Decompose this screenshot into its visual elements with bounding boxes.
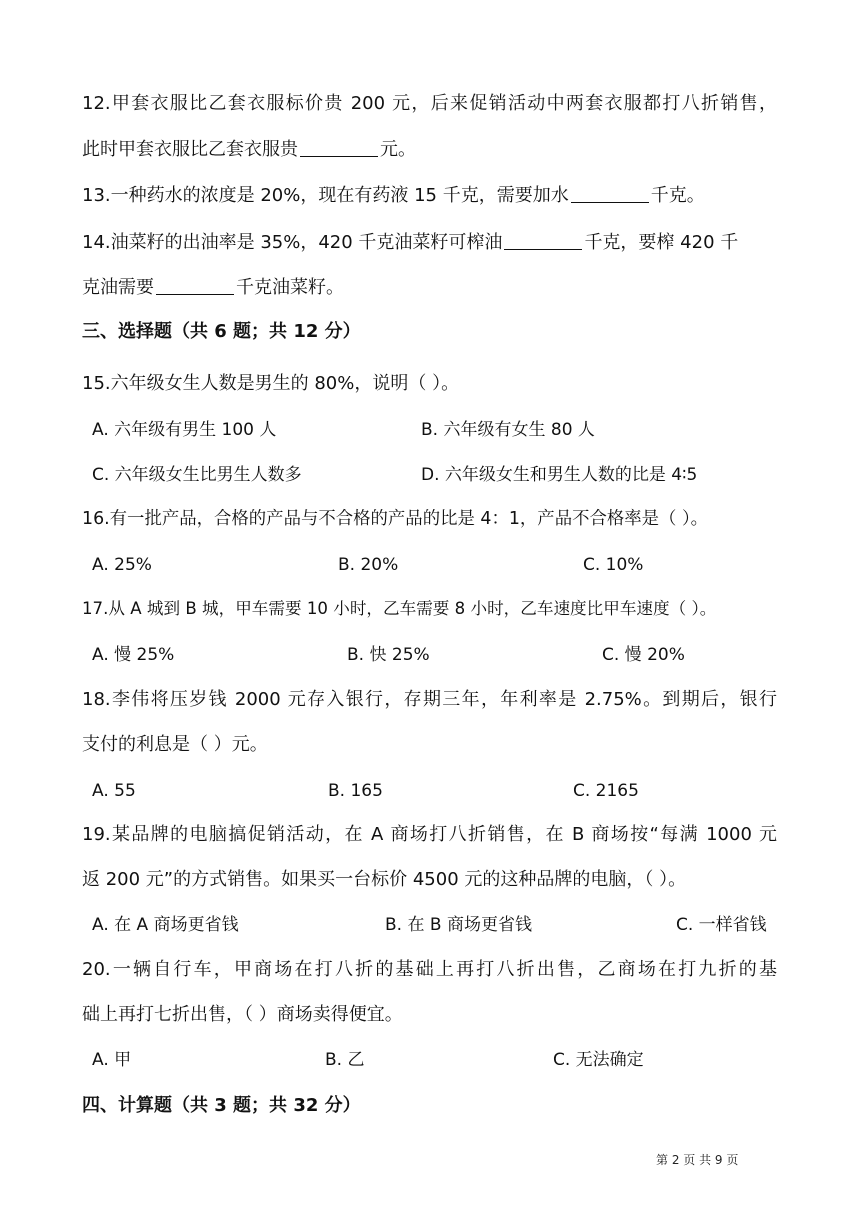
q14-text2: 克油需要 xyxy=(82,277,154,298)
q18-line1: 18.李伟将压岁钱 2000 元存入银行，存期三年，年利率是 2.75%。到期后，银行 xyxy=(82,689,777,710)
q12-line2 xyxy=(82,138,416,162)
q18-option-a[interactable]: A. 55 xyxy=(92,781,136,801)
q12-answer-blank[interactable] xyxy=(300,138,378,157)
section-4-title: 四、计算题（共 3 题；共 32 分） xyxy=(82,1095,361,1116)
q16-stem: 16.有一批产品，合格的产品与不合格的产品的比是 4：1，产品不合格率是（ ）。 xyxy=(82,509,709,529)
q13-answer-blank[interactable] xyxy=(571,184,649,203)
q13-end: 千克。 xyxy=(650,185,705,206)
q13-line xyxy=(82,184,705,208)
q17-stem: 17.从 A 城到 B 城，甲车需要 10 小时，乙车需要 8 小时，乙车速度比甲车速度（ ）。 xyxy=(82,599,717,618)
q16-option-b[interactable]: B. 20% xyxy=(338,555,399,575)
q14-answer-blank-2[interactable] xyxy=(156,276,234,295)
q19-option-c[interactable]: C. 一样省钱 xyxy=(676,915,767,935)
q15-stem: 15.六年级女生人数是男生的 80%，说明（ ）。 xyxy=(82,373,460,394)
q15-option-b[interactable]: B. 六年级有女生 80 人 xyxy=(421,420,595,440)
q18-option-c[interactable]: C. 2165 xyxy=(573,781,639,801)
q20-line2: 础上再打七折出售，（ ）商场卖得便宜。 xyxy=(82,1004,403,1025)
q20-option-a[interactable]: A. 甲 xyxy=(92,1050,132,1070)
q20-line1: 20.一辆自行车，甲商场在打八折的基础上再打八折出售，乙商场在打九折的基 xyxy=(82,959,777,980)
q14-line2 xyxy=(82,276,344,300)
q14-answer-blank-1[interactable] xyxy=(504,231,582,250)
q12-line2-end: 元。 xyxy=(380,139,416,160)
q14-line1 xyxy=(82,231,738,255)
q17-option-a[interactable]: A. 慢 25% xyxy=(92,645,175,665)
q14-text2-end: 千克油菜籽。 xyxy=(236,277,344,298)
q17-option-c[interactable]: C. 慢 20% xyxy=(602,645,685,665)
q18-line2: 支付的利息是（ ）元。 xyxy=(82,734,268,755)
q19-line1: 19.某品牌的电脑搞促销活动，在 A 商场打八折销售，在 B 商场按“每满 1000 元 xyxy=(82,824,777,845)
q15-option-d[interactable]: D. 六年级女生和男生人数的比是 4∶5 xyxy=(421,465,698,485)
q20-option-b[interactable]: B. 乙 xyxy=(325,1050,365,1070)
q15-option-c[interactable]: C. 六年级女生比男生人数多 xyxy=(92,465,302,485)
q20-option-c[interactable]: C. 无法确定 xyxy=(553,1050,644,1070)
q12-line1: 12.甲套衣服比乙套衣服标价贵 200 元，后来促销活动中两套衣服都打八折销售， xyxy=(82,93,777,114)
q18-option-b[interactable]: B. 165 xyxy=(328,781,383,801)
q19-line2: 返 200 元”的方式销售。如果买一台标价 4500 元的这种品牌的电脑，（ ）。 xyxy=(82,869,687,890)
q19-option-a[interactable]: A. 在 A 商场更省钱 xyxy=(92,915,239,935)
page-number-footer: 第 2 页 共 9 页 xyxy=(656,1153,739,1167)
q14-text1: 14.油菜籽的出油率是 35%，420 千克油菜籽可榨油 xyxy=(82,232,503,253)
q14-text1-end: 千克，要榨 420 千 xyxy=(584,232,739,253)
q16-option-c[interactable]: C. 10% xyxy=(583,555,644,575)
section-3-title: 三、选择题（共 6 题；共 12 分） xyxy=(82,321,361,342)
q17-option-b[interactable]: B. 快 25% xyxy=(347,645,430,665)
q15-option-a[interactable]: A. 六年级有男生 100 人 xyxy=(92,420,277,440)
q16-option-a[interactable]: A. 25% xyxy=(92,555,152,575)
q12-line2-text: 此时甲套衣服比乙套衣服贵 xyxy=(82,139,298,160)
q13-text: 13.一种药水的浓度是 20%，现在有药液 15 千克，需要加水 xyxy=(82,185,569,206)
q19-option-b[interactable]: B. 在 B 商场更省钱 xyxy=(385,915,532,935)
